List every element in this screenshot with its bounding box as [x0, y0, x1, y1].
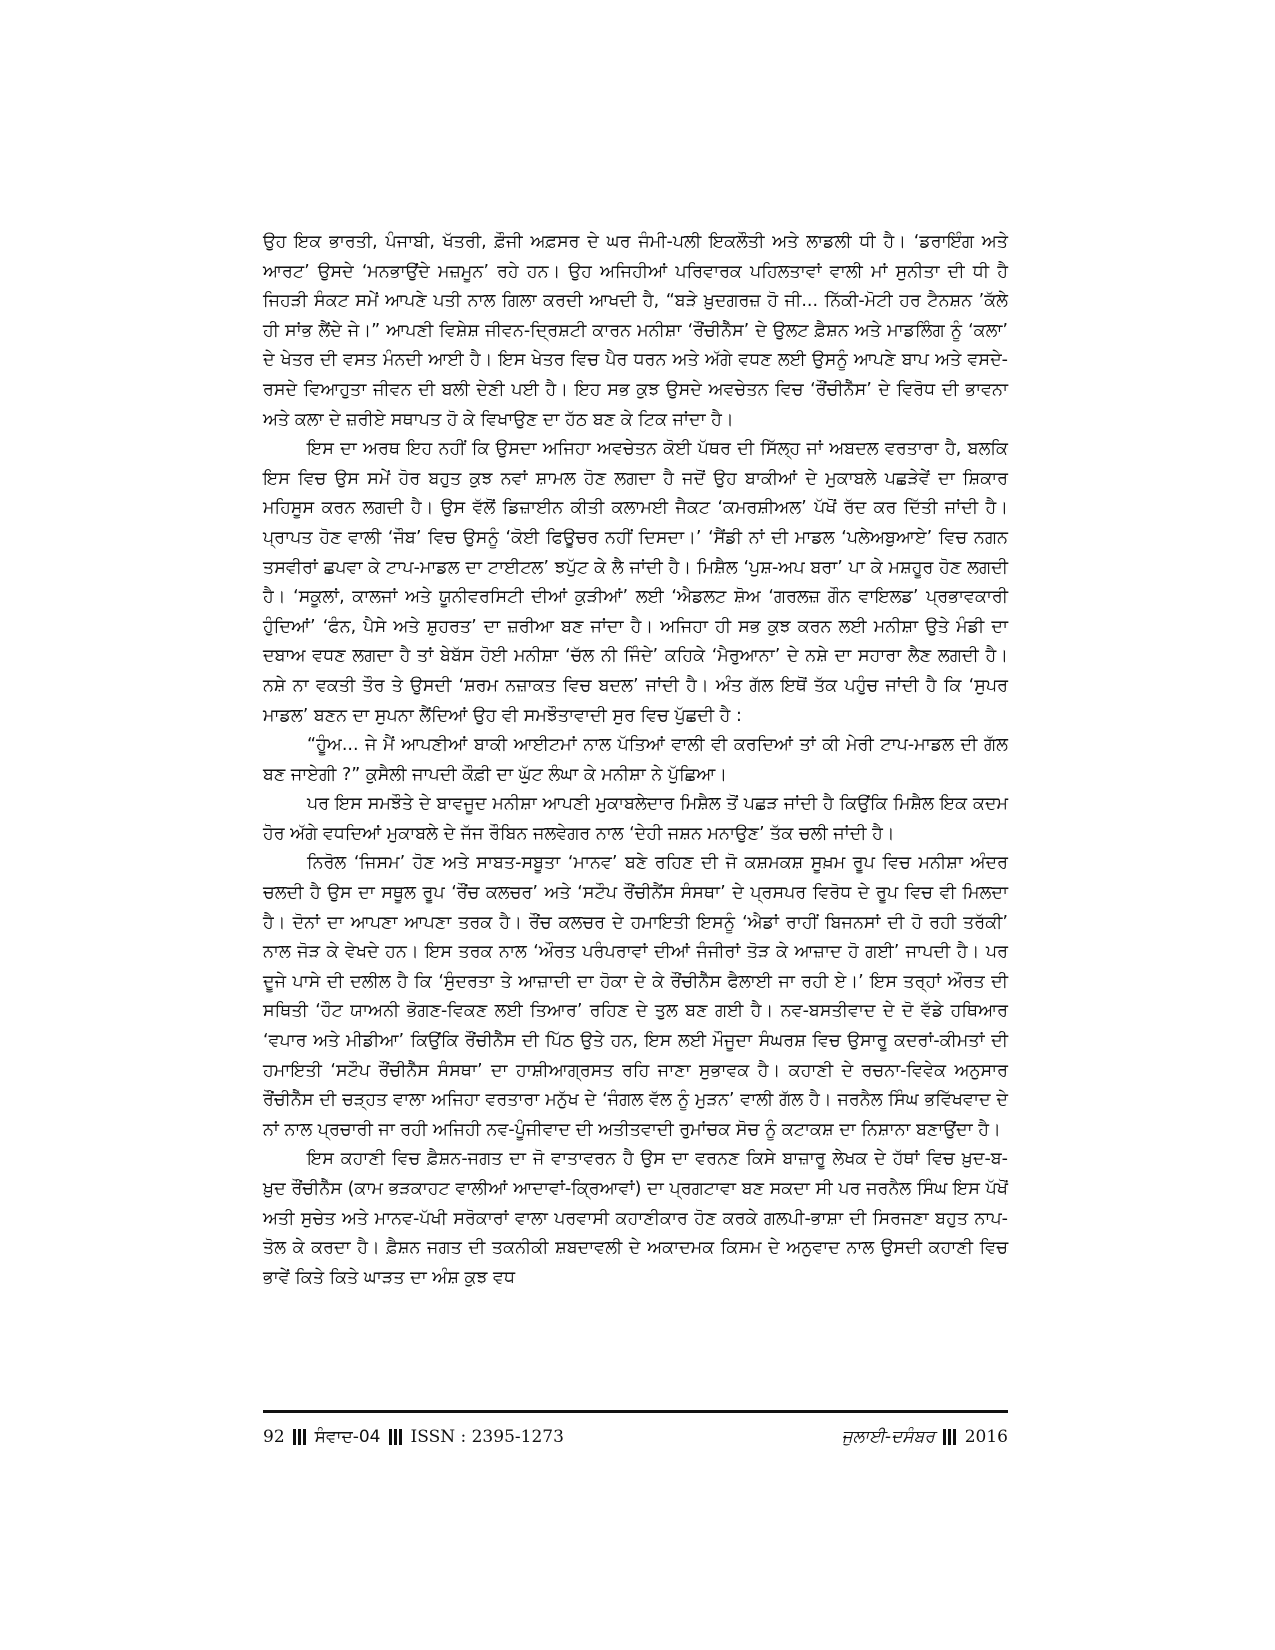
triple-bar-icon: [293, 1429, 307, 1445]
footer-divider: [263, 1410, 1008, 1413]
paragraph: ਪਰ ਇਸ ਸਮਝੌਤੇ ਦੇ ਬਾਵਜੂਦ ਮਨੀਸ਼ਾ ਆਪਣੀ ਮੁਕਾਬਲੇਦਾਰ ਮਿਸ਼ੈਲ ਤੋਂ ਪਛੜ ਜਾਂਦੀ ਹੈ ਕਿਉਂਕਿ ਮਿਸ਼ੈਲ ਇਕ ਕਦਮ ਹੋਰ ਅੱਗੇ ਵਧਦਿਆਂ ਮੁਕਾਬਲੇ ਦੇ ਜੱਜ ਰੌਬਿਨ ਜਲਵੇਗਰ ਨਾਲ ‘ਦੇਹੀ ਜਸ਼ਨ ਮਨਾਉਣ’ ਤੱਕ ਚਲੀ ਜਾਂਦੀ ਹੈ।: [263, 794, 1008, 844]
paragraph: ਇਸ ਕਹਾਣੀ ਵਿਚ ਫ਼ੈਸ਼ਨ-ਜਗਤ ਦਾ ਜੋ ਵਾਤਾਵਰਨ ਹੈ ਉਸ ਦਾ ਵਰਨਣ ਕਿਸੇ ਬਾਜ਼ਾਰੂ ਲੇਖਕ ਦੇ ਹੱਥਾਂ ਵਿਚ ਖ਼ੁਦ-ਬ-ਖ਼ੁਦ ਰੌਂਚੀਨੈੱਸ (ਕਾਮ ਭੜਕਾਹਟ ਵਾਲੀਆਂ ਆਦਾਵਾਂ-ਕ੍ਰਿਆਵਾਂ) ਦਾ ਪ੍ਰਗਟਾਵਾ ਬਣ ਸਕਦਾ ਸੀ ਪਰ ਜਰਨੈਲ ਸਿੰਘ ਇਸ ਪੱਖੋਂ ਅਤੀ ਸੁਚੇਤ ਅਤੇ ਮਾਨਵ-ਪੱਖੀ ਸਰੋਕਾਰਾਂ ਵਾਲਾ ਪਰਵਾਸੀ ਕਹਾਣੀਕਾਰ ਹੋਣ ਕਰਕੇ ਗਲਪੀ-ਭਾਸ਼ਾ ਦੀ ਸਿਰਜਣਾ ਬਹੁਤ ਨਾਪ-ਤੋਲ ਕੇ ਕਰਦਾ ਹੈ। ਫ਼ੈਸ਼ਨ ਜਗਤ ਦੀ ਤਕਨੀਕੀ ਸ਼ਬਦਾਵਲੀ ਦੇ ਅਕਾਦਮਕ ਕਿਸਮ ਦੇ ਅਨੁਵਾਦ ਨਾਲ ਉਸਦੀ ਕਹਾਣੀ ਵਿਚ ਭਾਵੇਂ ਕਿਤੇ ਕਿਤੇ ਘਾੜਤ ਦਾ ਅੰਸ਼ ਕੁਝ ਵਧ: [263, 1149, 1008, 1288]
footer-right: [842, 1427, 1008, 1447]
issue-year: 2016: [964, 1427, 1008, 1447]
triple-bar-icon: [943, 1429, 957, 1445]
paragraph: “ਹੂੰਅ... ਜੇ ਮੈਂ ਆਪਣੀਆਂ ਬਾਕੀ ਆਈਟਮਾਂ ਨਾਲ ਪੱਤਿਆਂ ਵਾਲੀ ਵੀ ਕਰਦਿਆਂ ਤਾਂ ਕੀ ਮੇਰੀ ਟਾਪ-ਮਾਡਲ ਦੀ ਗੱਲ ਬਣ ਜਾਏਗੀ ?” ਕੁਸੈਲੀ ਜਾਪਦੀ ਕੌਫ਼ੀ ਦਾ ਘੁੱਟ ਲੰਘਾ ਕੇ ਮਨੀਸ਼ਾ ਨੇ ਪੁੱਛਿਆ।: [263, 735, 1008, 785]
article-body: [263, 228, 1008, 1293]
journal-name: ਸੰਵਾਦ-04: [314, 1427, 381, 1447]
paragraph: ਨਿਰੋਲ ‘ਜਿਸਮ’ ਹੋਣ ਅਤੇ ਸਾਬਤ-ਸਬੂਤਾ ‘ਮਾਨਵ’ ਬਣੇ ਰਹਿਣ ਦੀ ਜੋ ਕਸ਼ਮਕਸ਼ ਸੂਖ਼ਮ ਰੂਪ ਵਿਚ ਮਨੀਸ਼ਾ ਅੰਦਰ ਚਲਦੀ ਹੈ ਉਸ ਦਾ ਸਥੂਲ ਰੂਪ ‘ਰੌਂਚ ਕਲਚਰ’ ਅਤੇ ‘ਸਟੌਪ ਰੌਂਚੀਨੈਂਸ ਸੰਸਥਾ’ ਦੇ ਪ੍ਰਸਪਰ ਵਿਰੋਧ ਦੇ ਰੂਪ ਵਿਚ ਵੀ ਮਿਲਦਾ ਹੈ। ਦੋਨਾਂ ਦਾ ਆਪਣਾ ਆਪਣਾ ਤਰਕ ਹੈ। ਰੌਂਚ ਕਲਚਰ ਦੇ ਹਮਾਇਤੀ ਇਸਨੂੰ ‘ਐਡਾਂ ਰਾਹੀਂ ਬਿਜਨਸਾਂ ਦੀ ਹੋ ਰਹੀ ਤਰੱਕੀ’ ਨਾਲ ਜੋੜ ਕੇ ਵੇਖਦੇ ਹਨ। ਇਸ ਤਰਕ ਨਾਲ ‘ਔਰਤ ਪਰੰਪਰਾਵਾਂ ਦੀਆਂ ਜੰਜੀਰਾਂ ਤੋੜ ਕੇ ਆਜ਼ਾਦ ਹੋ ਗਈ’ ਜਾਪਦੀ ਹੈ। ਪਰ ਦੂਜੇ ਪਾਸੇ ਦੀ ਦਲੀਲ ਹੈ ਕਿ ‘ਸੁੰਦਰਤਾ ਤੇ ਆਜ਼ਾਦੀ ਦਾ ਹੋਕਾ ਦੇ ਕੇ ਰੌਂਚੀਨੈੱਸ ਫੈਲਾਈ ਜਾ ਰਹੀ ਏ।’ ਇਸ ਤਰ੍ਹਾਂ ਔਰਤ ਦੀ ਸਥਿਤੀ ‘ਹੌਟ ਯਾਅਨੀ ਭੋਗਣ-ਵਿਕਣ ਲਈ ਤਿਆਰ’ ਰਹਿਣ ਦੇ ਤੁਲ ਬਣ ਗਈ ਹੈ। ਨਵ-ਬਸਤੀਵਾਦ ਦੇ ਦੋ ਵੱਡੇ ਹਥਿਆਰ ‘ਵਪਾਰ ਅਤੇ ਮੀਡੀਆ’ ਕਿਉਂਕਿ ਰੌਂਚੀਨੈੱਸ ਦੀ ਪਿੱਠ ਉਤੇ ਹਨ, ਇਸ ਲਈ ਮੌਜੂਦਾ ਸੰਘਰਸ਼ ਵਿਚ ਉਸਾਰੂ ਕਦਰਾਂ-ਕੀਮਤਾਂ ਦੀ ਹਮਾਇਤੀ ‘ਸਟੌਪ ਰੌਂਚੀਨੈੱਸ ਸੰਸਥਾ’ ਦਾ ਹਾਸ਼ੀਆਗ੍ਰਸਤ ਰਹਿ ਜਾਣਾ ਸੁਭਾਵਕ ਹੈ। ਕਹਾਣੀ ਦੇ ਰਚਨਾ-ਵਿਵੇਕ ਅਨੁਸਾਰ ਰੌਂਚੀਨੈੱਸ ਦੀ ਚੜ੍ਹਤ ਵਾਲਾ ਅਜਿਹਾ ਵਰਤਾਰਾ ਮਨੁੱਖ ਦੇ ‘ਜੰਗਲ ਵੱਲ ਨੂੰ ਮੁੜਨ’ ਵਾਲੀ ਗੱਲ ਹੈ। ਜਰਨੈਲ ਸਿੰਘ ਭਵਿੱਖਵਾਦ ਦੇ ਨਾਂ ਨਾਲ ਪ੍ਰਚਾਰੀ ਜਾ ਰਹੀ ਅਜਿਹੀ ਨਵ-ਪੂੰਜੀਵਾਦ ਦੀ ਅਤੀਤਵਾਦੀ ਰੁਮਾਂਚਕ ਸੋਚ ਨੂੰ ਕਟਾਕਸ਼ ਦਾ ਨਿਸ਼ਾਨਾ ਬਣਾਉਂਦਾ ਹੈ।: [263, 853, 1008, 1140]
issn: ISSN : 2395-1273: [410, 1427, 564, 1447]
paragraph: ਇਸ ਦਾ ਅਰਥ ਇਹ ਨਹੀਂ ਕਿ ਉਸਦਾ ਅਜਿਹਾ ਅਵਚੇਤਨ ਕੋਈ ਪੱਥਰ ਦੀ ਸਿੱਲ੍ਹ ਜਾਂ ਅਬਦਲ ਵਰਤਾਰਾ ਹੈ, ਬਲਕਿ ਇਸ ਵਿਚ ਉਸ ਸਮੇਂ ਹੋਰ ਬਹੁਤ ਕੁਝ ਨਵਾਂ ਸ਼ਾਮਲ ਹੋਣ ਲਗਦਾ ਹੈ ਜਦੋਂ ਉਹ ਬਾਕੀਆਂ ਦੇ ਮੁਕਾਬਲੇ ਪਛੜੇਵੇਂ ਦਾ ਸ਼ਿਕਾਰ ਮਹਿਸੂਸ ਕਰਨ ਲਗਦੀ ਹੈ। ਉਸ ਵੱਲੋਂ ਡਿਜ਼ਾਈਨ ਕੀਤੀ ਕਲਾਮਈ ਜੈਕਟ ‘ਕਮਰਸ਼ੀਅਲ’ ਪੱਖੋਂ ਰੱਦ ਕਰ ਦਿੱਤੀ ਜਾਂਦੀ ਹੈ। ਪ੍ਰਾਪਤ ਹੋਣ ਵਾਲੀ ‘ਜੌਬ’ ਵਿਚ ਉਸਨੂੰ ‘ਕੋਈ ਫਿਊਚਰ ਨਹੀਂ ਦਿਸਦਾ।’ ‘ਸੈਂਡੀ ਨਾਂ ਦੀ ਮਾਡਲ ‘ਪਲੇਅਬੁਆਏ’ ਵਿਚ ਨਗਨ ਤਸਵੀਰਾਂ ਛਪਵਾ ਕੇ ਟਾਪ-ਮਾਡਲ ਦਾ ਟਾਈਟਲ’ ਝਪੁੱਟ ਕੇ ਲੈ ਜਾਂਦੀ ਹੈ। ਮਿਸ਼ੈਲ ‘ਪੁਸ਼-ਅਪ ਬਰਾ’ ਪਾ ਕੇ ਮਸ਼ਹੂਰ ਹੋਣ ਲਗਦੀ ਹੈ। ‘ਸਕੂਲਾਂ, ਕਾਲਜਾਂ ਅਤੇ ਯੂਨੀਵਰਸਿਟੀ ਦੀਆਂ ਕੁੜੀਆਂ’ ਲਈ ‘ਐਡਲਟ ਸ਼ੋਅ ‘ਗਰਲਜ਼ ਗੌਨ ਵਾਇਲਡ’ ਪ੍ਰਭਾਵਕਾਰੀ ਹੁੰਦਿਆਂ’ ‘ਫੰਨ, ਪੈਸੇ ਅਤੇ ਸ਼ੁਹਰਤ’ ਦਾ ਜ਼ਰੀਆ ਬਣ ਜਾਂਦਾ ਹੈ। ਅਜਿਹਾ ਹੀ ਸਭ ਕੁਝ ਕਰਨ ਲਈ ਮਨੀਸ਼ਾ ਉਤੇ ਮੰਡੀ ਦਾ ਦਬਾਅ ਵਧਣ ਲਗਦਾ ਹੈ ਤਾਂ ਬੇਬੱਸ ਹੋਈ ਮਨੀਸ਼ਾ ‘ਚੱਲ ਨੀ ਜਿੰਦੇ’ ਕਹਿਕੇ ‘ਮੈਰੁਆਨਾ’ ਦੇ ਨਸ਼ੇ ਦਾ ਸਹਾਰਾ ਲੈਣ ਲਗਦੀ ਹੈ। ਨਸ਼ੇ ਨਾ ਵਕਤੀ ਤੌਰ ਤੇ ਉਸਦੀ ‘ਸ਼ਰਮ ਨਜ਼ਾਕਤ ਵਿਚ ਬਦਲ’ ਜਾਂਦੀ ਹੈ। ਅੰਤ ਗੱਲ ਇਥੋਂ ਤੱਕ ਪਹੁੰਚ ਜਾਂਦੀ ਹੈ ਕਿ ‘ਸੁਪਰ ਮਾਡਲ’ ਬਣਨ ਦਾ ਸੁਪਨਾ ਲੈਂਦਿਆਂ ਉਹ ਵੀ ਸਮਝੌਤਾਵਾਦੀ ਸੁਰ ਵਿਚ ਪੁੱਛਦੀ ਹੈ :: [263, 439, 1008, 726]
page-number: 92: [263, 1427, 285, 1447]
footer-left: [263, 1427, 564, 1447]
page-footer: [263, 1424, 1008, 1450]
paragraph: ਉਹ ਇਕ ਭਾਰਤੀ, ਪੰਜਾਬੀ, ਖੱਤਰੀ, ਫ਼ੌਜੀ ਅਫ਼ਸਰ ਦੇ ਘਰ ਜੰਮੀ-ਪਲੀ ਇਕਲੌਤੀ ਅਤੇ ਲਾਡਲੀ ਧੀ ਹੈ। ‘ਡਰਾਇੰਗ ਅਤੇ ਆਰਟ’ ਉਸਦੇ ‘ਮਨਭਾਉਂਦੇ ਮਜ਼ਮੂਨ’ ਰਹੇ ਹਨ। ਉਹ ਅਜਿਹੀਆਂ ਪਰਿਵਾਰਕ ਪਹਿਲਤਾਵਾਂ ਵਾਲੀ ਮਾਂ ਸੁਨੀਤਾ ਦੀ ਧੀ ਹੈ ਜਿਹੜੀ ਸੰਕਟ ਸਮੇਂ ਆਪਣੇ ਪਤੀ ਨਾਲ ਗਿਲਾ ਕਰਦੀ ਆਖਦੀ ਹੈ, “ਬੜੇ ਖ਼ੁਦਗਰਜ਼ ਹੋ ਜੀ... ਨਿੱਕੀ-ਮੋਟੀ ਹਰ ਟੈਨਸ਼ਨ ’ਕੱਲੇ ਹੀ ਸਾਂਭ ਲੈਂਦੇ ਜੇ।” ਆਪਣੀ ਵਿਸ਼ੇਸ਼ ਜੀਵਨ-ਦ੍ਰਿਸ਼ਟੀ ਕਾਰਨ ਮਨੀਸ਼ਾ ‘ਰੌਂਚੀਨੈੱਸ’ ਦੇ ਉਲਟ ਫ਼ੈਸ਼ਨ ਅਤੇ ਮਾਡਲਿੰਗ ਨੂੰ ‘ਕਲਾ’ ਦੇ ਖੇਤਰ ਦੀ ਵਸਤ ਮੰਨਦੀ ਆਈ ਹੈ। ਇਸ ਖੇਤਰ ਵਿਚ ਪੈਰ ਧਰਨ ਅਤੇ ਅੱਗੇ ਵਧਣ ਲਈ ਉਸਨੂੰ ਆਪਣੇ ਬਾਪ ਅਤੇ ਵਸਦੇ-ਰਸਦੇ ਵਿਆਹੁਤਾ ਜੀਵਨ ਦੀ ਬਲੀ ਦੇਣੀ ਪਈ ਹੈ। ਇਹ ਸਭ ਕੁਝ ਉਸਦੇ ਅਵਚੇਤਨ ਵਿਚ ‘ਰੌਂਚੀਨੈੱਸ’ ਦੇ ਵਿਰੋਧ ਦੀ ਭਾਵਨਾ ਅਤੇ ਕਲਾ ਦੇ ਜ਼ਰੀਏ ਸਥਾਪਤ ਹੋ ਕੇ ਵਿਖਾਉਣ ਦਾ ਹੱਠ ਬਣ ਕੇ ਟਿਕ ਜਾਂਦਾ ਹੈ।: [263, 232, 1008, 430]
issue-period: ਜੁਲਾਈ-ਦਸੰਬਰ: [841, 1427, 935, 1447]
triple-bar-icon: [389, 1429, 403, 1445]
